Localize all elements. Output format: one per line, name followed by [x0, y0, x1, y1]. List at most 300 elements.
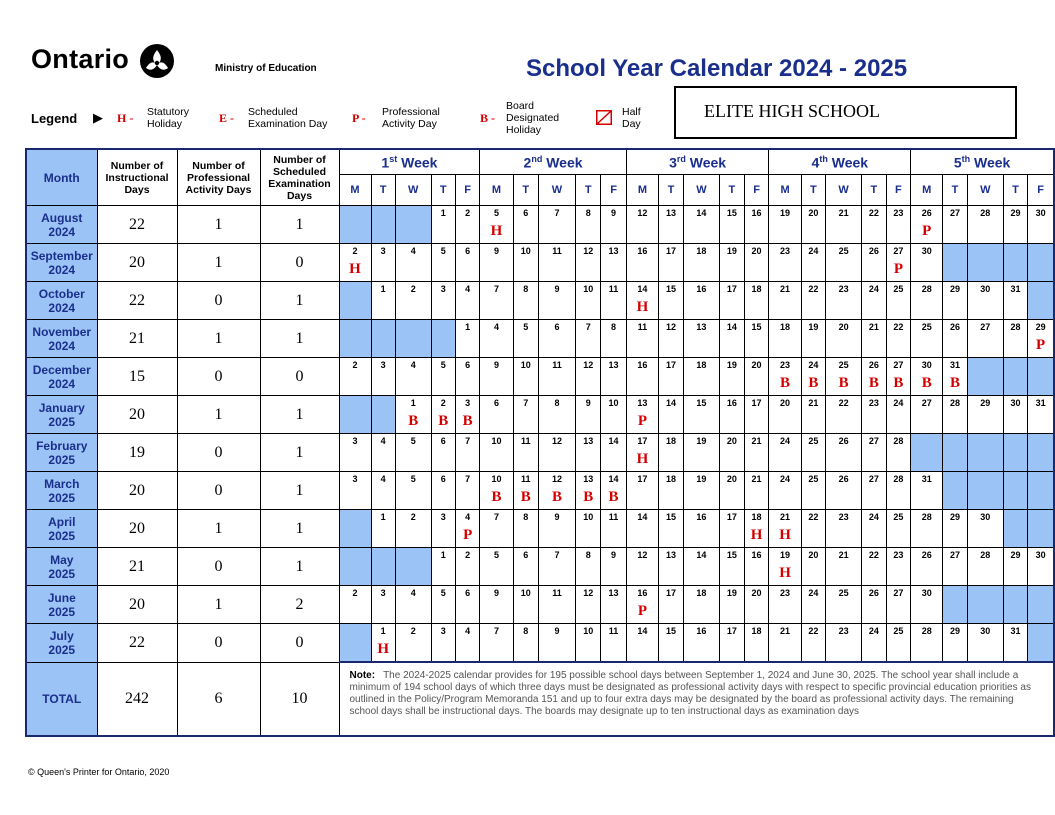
school-name: ELITE HIGH SCHOOL	[704, 101, 880, 121]
day-number: 5	[410, 436, 416, 446]
day-number: 28	[921, 512, 932, 522]
day-of-week-header: T	[862, 175, 886, 206]
day-cell	[431, 472, 455, 510]
day-number: 6	[523, 550, 529, 560]
day-cell	[480, 358, 513, 396]
day-cell	[911, 396, 943, 434]
day-cell	[659, 358, 684, 396]
day-number: 8	[554, 398, 560, 408]
day-number: 7	[554, 208, 560, 218]
week-3-header: 3rd Week	[626, 149, 769, 175]
day-number: 24	[780, 474, 791, 484]
day-cell	[626, 510, 658, 548]
day-cell	[626, 472, 658, 510]
day-cell	[769, 396, 801, 434]
day-number: 14	[608, 436, 619, 446]
day-number: 22	[893, 322, 904, 332]
month-row	[26, 358, 1054, 396]
day-number: 7	[493, 512, 499, 522]
day-cell	[538, 358, 575, 396]
day-cell	[601, 548, 626, 586]
month-name: December 2024	[26, 358, 97, 396]
day-cell	[395, 510, 431, 548]
day-cell	[967, 282, 1003, 320]
empty-day-cell	[1003, 586, 1027, 624]
day-number: 15	[751, 322, 762, 332]
day-number: 31	[950, 360, 961, 370]
day-cell	[911, 282, 943, 320]
day-cell	[943, 624, 967, 663]
month-row	[26, 282, 1054, 320]
day-number: 13	[608, 246, 619, 256]
day-cell	[720, 244, 745, 282]
legend-label: Legend	[31, 111, 78, 126]
day-number: 14	[696, 208, 707, 218]
day-cell	[576, 548, 601, 586]
day-number: 10	[583, 626, 594, 636]
day-number: 15	[665, 284, 676, 294]
day-cell	[455, 320, 479, 358]
day-cell	[720, 396, 745, 434]
day-cell	[1003, 206, 1027, 244]
day-cell	[538, 624, 575, 663]
empty-day-cell	[395, 548, 431, 586]
day-cell	[886, 624, 911, 663]
month-row	[26, 548, 1054, 586]
day-cell	[576, 358, 601, 396]
day-code: B	[893, 375, 904, 391]
day-number: 11	[608, 284, 619, 294]
week-4-header: 4th Week	[769, 149, 911, 175]
day-code: B	[608, 489, 619, 505]
instructional-days: 22	[97, 282, 177, 320]
month-row	[26, 396, 1054, 434]
exam-days: 1	[260, 434, 339, 472]
day-number: 25	[893, 512, 904, 522]
day-number: 5	[440, 246, 446, 256]
day-cell	[431, 358, 455, 396]
month-row	[26, 320, 1054, 358]
day-cell	[1028, 396, 1054, 434]
day-number: 2	[440, 398, 446, 408]
day-number: 2	[465, 208, 471, 218]
day-cell	[659, 434, 684, 472]
day-code: P	[922, 223, 932, 239]
day-number: 23	[838, 512, 849, 522]
day-number: 6	[493, 398, 499, 408]
day-cell	[538, 510, 575, 548]
day-number: 30	[921, 588, 932, 598]
day-code: P	[637, 603, 648, 619]
day-cell	[339, 586, 371, 624]
day-cell	[431, 548, 455, 586]
day-number: 17	[726, 284, 737, 294]
day-cell	[862, 396, 886, 434]
day-number: 28	[893, 474, 904, 484]
empty-day-cell	[395, 206, 431, 244]
empty-day-cell	[943, 244, 967, 282]
total-instructional: 242	[97, 662, 177, 736]
day-cell	[911, 358, 943, 396]
day-of-week-header: T	[513, 175, 538, 206]
day-code: P	[893, 261, 903, 277]
professional-header: Number of Professional Activity Days	[177, 149, 260, 206]
day-cell	[371, 434, 395, 472]
day-cell	[744, 244, 769, 282]
note	[340, 663, 1054, 718]
day-number: 17	[726, 626, 737, 636]
empty-day-cell	[339, 510, 371, 548]
day-code: B	[408, 413, 419, 429]
day-number: 11	[520, 474, 531, 484]
day-cell	[513, 396, 538, 434]
day-number: 10	[583, 512, 594, 522]
instructional-days: 20	[97, 472, 177, 510]
exam-days: 2	[260, 586, 339, 624]
day-number: 3	[440, 284, 446, 294]
day-cell	[659, 396, 684, 434]
day-cell	[683, 586, 719, 624]
professional-days: 1	[177, 396, 260, 434]
day-number: 11	[552, 588, 562, 598]
day-number: 6	[465, 588, 471, 598]
day-code: B	[921, 375, 932, 391]
day-cell	[659, 586, 684, 624]
day-number: 13	[665, 550, 676, 560]
day-cell	[513, 244, 538, 282]
day-cell	[720, 472, 745, 510]
professional-days: 0	[177, 548, 260, 586]
day-cell	[862, 244, 886, 282]
day-number: 1	[380, 512, 386, 522]
day-cell	[826, 320, 862, 358]
day-cell	[683, 244, 719, 282]
day-number: 24	[868, 512, 879, 522]
month-name: September 2024	[26, 244, 97, 282]
day-number: 10	[520, 588, 531, 598]
half-day-icon	[596, 110, 612, 125]
day-number: 18	[696, 588, 707, 598]
month-name: January 2025	[26, 396, 97, 434]
month-name: March 2025	[26, 472, 97, 510]
day-number: 24	[808, 588, 819, 598]
day-of-week-header: F	[886, 175, 911, 206]
empty-day-cell	[967, 244, 1003, 282]
day-number: 18	[665, 474, 676, 484]
day-number: 25	[838, 360, 849, 370]
day-number: 19	[726, 588, 737, 598]
day-number: 12	[551, 436, 562, 446]
day-of-week-header: T	[720, 175, 745, 206]
day-number: 9	[554, 626, 560, 636]
day-cell	[801, 206, 825, 244]
day-cell	[1003, 282, 1027, 320]
day-cell	[744, 510, 769, 548]
day-number: 9	[585, 398, 591, 408]
day-cell	[744, 434, 769, 472]
day-number: 3	[352, 474, 358, 484]
day-number: 27	[950, 550, 961, 560]
day-cell	[431, 206, 455, 244]
day-cell	[862, 358, 886, 396]
day-cell	[744, 282, 769, 320]
day-number: 28	[921, 626, 932, 636]
day-number: 10	[520, 360, 531, 370]
day-number: 30	[980, 626, 991, 636]
exam-header: Number of Scheduled Examination Days	[260, 149, 339, 206]
day-cell	[626, 396, 658, 434]
day-number: 22	[838, 398, 849, 408]
day-cell	[626, 320, 658, 358]
empty-day-cell	[967, 358, 1003, 396]
day-cell	[801, 396, 825, 434]
day-number: 14	[665, 398, 676, 408]
total-label: TOTAL	[26, 662, 97, 736]
day-number: 21	[868, 322, 879, 332]
day-cell	[513, 358, 538, 396]
day-code: B	[808, 375, 819, 391]
day-cell	[626, 282, 658, 320]
day-cell	[659, 206, 684, 244]
day-number: 24	[868, 284, 879, 294]
day-number: 4	[380, 474, 386, 484]
day-of-week-header: M	[480, 175, 513, 206]
day-number: 15	[665, 512, 676, 522]
day-cell	[395, 358, 431, 396]
day-number: 13	[608, 360, 619, 370]
day-number: 24	[808, 246, 819, 256]
day-number: 13	[583, 474, 594, 484]
day-code: P	[1036, 337, 1046, 353]
day-code: B	[438, 413, 449, 429]
ontario-logo-text: Ontario	[31, 44, 130, 74]
day-cell	[513, 510, 538, 548]
day-cell	[744, 472, 769, 510]
day-cell	[395, 586, 431, 624]
professional-days: 0	[177, 472, 260, 510]
instructional-days: 20	[97, 586, 177, 624]
day-number: 17	[665, 246, 676, 256]
day-cell	[626, 244, 658, 282]
day-number: 27	[893, 246, 904, 256]
day-number: 6	[440, 474, 446, 484]
day-cell	[431, 434, 455, 472]
day-cell	[862, 548, 886, 586]
empty-day-cell	[1028, 244, 1054, 282]
day-number: 31	[1010, 284, 1021, 294]
month-name: April 2025	[26, 510, 97, 548]
day-number: 17	[637, 474, 648, 484]
empty-day-cell	[1003, 358, 1027, 396]
day-cell	[862, 510, 886, 548]
month-row	[26, 206, 1054, 244]
day-cell	[576, 206, 601, 244]
day-cell	[513, 434, 538, 472]
day-cell	[538, 282, 575, 320]
day-cell	[513, 586, 538, 624]
week-1-header: 1st Week	[339, 149, 480, 175]
day-cell	[720, 624, 745, 663]
day-number: 10	[583, 284, 594, 294]
empty-day-cell	[1028, 282, 1054, 320]
day-of-week-header: M	[769, 175, 801, 206]
day-number: 13	[696, 322, 707, 332]
legend-arrow-icon: ▶	[93, 110, 103, 125]
professional-days: 1	[177, 244, 260, 282]
day-number: 14	[637, 512, 648, 522]
day-cell	[769, 358, 801, 396]
day-cell	[801, 510, 825, 548]
day-cell	[886, 548, 911, 586]
day-number: 6	[523, 208, 529, 218]
empty-day-cell	[1003, 244, 1027, 282]
day-number: 3	[352, 436, 358, 446]
day-cell	[744, 396, 769, 434]
day-number: 11	[608, 512, 619, 522]
day-number: 30	[980, 284, 991, 294]
day-number: 25	[893, 284, 904, 294]
day-number: 16	[637, 360, 648, 370]
day-number: 12	[637, 208, 648, 218]
day-number: 7	[493, 284, 499, 294]
day-number: 29	[950, 284, 961, 294]
day-number: 15	[665, 626, 676, 636]
day-cell	[943, 206, 967, 244]
day-number: 9	[554, 512, 560, 522]
day-number: 23	[780, 246, 791, 256]
day-number: 7	[523, 398, 529, 408]
empty-day-cell	[371, 396, 395, 434]
day-number: 8	[523, 284, 529, 294]
day-cell	[911, 244, 943, 282]
professional-days: 0	[177, 358, 260, 396]
day-cell	[538, 548, 575, 586]
day-number: 12	[583, 246, 594, 256]
day-cell	[371, 358, 395, 396]
day-number: 9	[493, 588, 499, 598]
day-cell	[455, 624, 479, 663]
day-number: 30	[1035, 550, 1046, 560]
empty-day-cell	[943, 472, 967, 510]
day-number: 5	[493, 208, 499, 218]
day-number: 3	[380, 246, 386, 256]
day-cell	[601, 472, 626, 510]
day-cell	[911, 624, 943, 663]
day-cell	[826, 244, 862, 282]
day-number: 27	[893, 360, 904, 370]
instructional-days: 20	[97, 244, 177, 282]
day-cell	[911, 586, 943, 624]
day-cell	[513, 320, 538, 358]
day-cell	[720, 358, 745, 396]
day-cell	[886, 206, 911, 244]
day-of-week-header: T	[659, 175, 684, 206]
day-cell	[339, 358, 371, 396]
day-cell	[455, 510, 479, 548]
day-number: 20	[726, 474, 737, 484]
day-number: 19	[726, 246, 737, 256]
empty-day-cell	[395, 320, 431, 358]
empty-day-cell	[943, 434, 967, 472]
day-cell	[576, 396, 601, 434]
day-cell	[826, 206, 862, 244]
day-cell	[538, 244, 575, 282]
empty-day-cell	[371, 206, 395, 244]
day-number: 30	[921, 360, 932, 370]
day-number: 13	[637, 398, 648, 408]
day-number: 25	[808, 474, 819, 484]
day-cell	[801, 548, 825, 586]
day-number: 18	[751, 512, 762, 522]
day-number: 18	[751, 626, 762, 636]
day-number: 1	[440, 550, 446, 560]
day-number: 18	[696, 360, 707, 370]
day-cell	[626, 548, 658, 586]
legend-code-professional: P -	[352, 111, 366, 125]
day-cell	[455, 244, 479, 282]
day-of-week-header: W	[826, 175, 862, 206]
day-number: 12	[637, 550, 648, 560]
day-number: 6	[465, 246, 471, 256]
day-cell	[659, 244, 684, 282]
day-cell	[967, 320, 1003, 358]
day-cell	[431, 510, 455, 548]
day-number: 2	[352, 360, 358, 370]
day-number: 15	[726, 550, 737, 560]
day-cell	[911, 206, 943, 244]
empty-day-cell	[1028, 434, 1054, 472]
day-code: H	[636, 451, 649, 467]
empty-day-cell	[1028, 586, 1054, 624]
day-code: B	[551, 489, 562, 505]
instructional-days: 19	[97, 434, 177, 472]
day-cell	[862, 206, 886, 244]
day-number: 22	[868, 208, 879, 218]
day-cell	[480, 510, 513, 548]
day-number: 11	[520, 436, 531, 446]
day-cell	[455, 396, 479, 434]
day-number: 5	[440, 588, 446, 598]
day-number: 21	[780, 284, 791, 294]
day-cell	[826, 586, 862, 624]
day-cell	[513, 548, 538, 586]
day-cell	[601, 434, 626, 472]
day-number: 5	[440, 360, 446, 370]
day-number: 5	[410, 474, 416, 484]
day-cell	[626, 434, 658, 472]
day-cell	[576, 472, 601, 510]
day-cell	[801, 586, 825, 624]
day-cell	[659, 282, 684, 320]
day-number: 23	[868, 398, 879, 408]
day-of-week-header: T	[943, 175, 967, 206]
day-number: 7	[554, 550, 560, 560]
day-code: B	[780, 375, 791, 391]
day-cell	[395, 282, 431, 320]
day-cell	[576, 320, 601, 358]
day-number: 2	[410, 512, 416, 522]
day-number: 8	[523, 626, 529, 636]
day-cell	[371, 586, 395, 624]
day-cell	[683, 206, 719, 244]
month-name: October 2024	[26, 282, 97, 320]
day-cell	[659, 548, 684, 586]
day-number: 9	[554, 284, 560, 294]
day-number: 10	[520, 246, 531, 256]
day-number: 14	[608, 474, 619, 484]
day-cell	[683, 548, 719, 586]
day-number: 23	[838, 626, 849, 636]
